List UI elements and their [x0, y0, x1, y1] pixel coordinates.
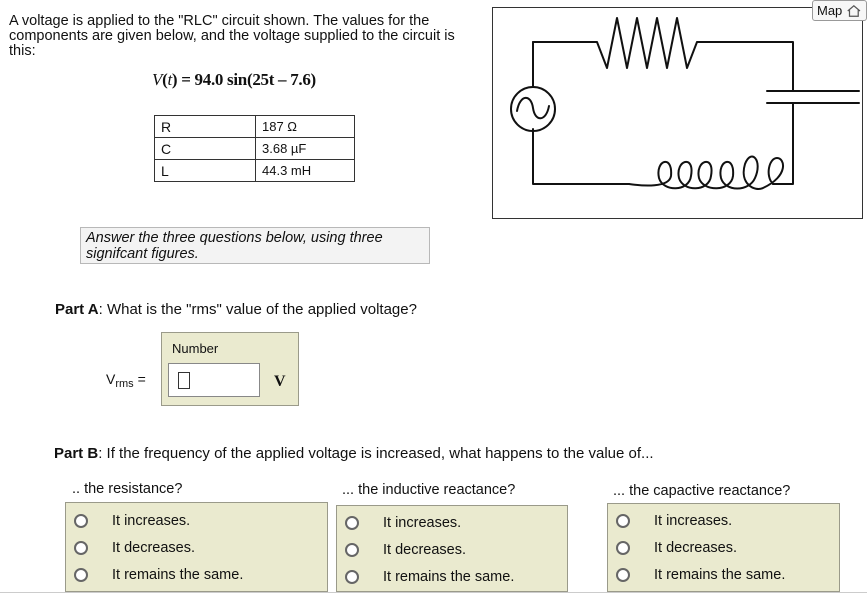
capacitive-reactance-prompt: ... the capactive reactance?	[613, 483, 791, 499]
capacitive-option-same[interactable]	[616, 567, 785, 583]
option-label: It decreases.	[654, 540, 738, 556]
instructions-note: Answer the three questions below, using three signifcant figures.	[80, 227, 430, 264]
vrms-var: V	[106, 371, 116, 387]
number-answer-box	[161, 332, 299, 406]
unit-label: V	[274, 373, 286, 390]
option-label: It remains the same.	[383, 569, 515, 585]
formula-arg: t	[167, 70, 172, 89]
capacitive-reactance-options	[607, 503, 840, 592]
radio-button[interactable]	[74, 568, 88, 582]
option-label: It decreases.	[112, 540, 196, 556]
resistance-option-same[interactable]	[74, 567, 243, 583]
circuit-svg	[493, 8, 862, 218]
option-label: It increases.	[383, 515, 462, 531]
capacitive-option-increases[interactable]	[616, 513, 732, 529]
vrms-input[interactable]	[168, 363, 260, 397]
component-value: 187 Ω	[256, 116, 355, 138]
resistor-symbol	[533, 18, 793, 91]
vrms-subscript: rms	[115, 378, 134, 390]
inductive-reactance-prompt: ... the inductive reactance?	[342, 482, 516, 498]
component-symbol: C	[155, 138, 256, 160]
capacitive-option-decreases[interactable]	[616, 540, 737, 556]
resistance-option-increases[interactable]	[74, 513, 190, 529]
radio-button[interactable]	[616, 568, 630, 582]
radio-button[interactable]	[345, 543, 359, 557]
option-label: It increases.	[654, 513, 733, 529]
option-label: It remains the same.	[654, 567, 786, 583]
resistance-prompt: .. the resistance?	[72, 481, 183, 497]
option-label: It increases.	[112, 513, 191, 529]
part-a-question	[55, 301, 417, 318]
component-table	[154, 115, 355, 182]
inductor-symbol	[629, 157, 783, 189]
vrms-equals: =	[137, 371, 146, 387]
formula-rhs: = 94.0 sin	[181, 70, 247, 89]
part-a-label: Part A	[55, 301, 99, 318]
table-row	[155, 138, 355, 160]
radio-button[interactable]	[616, 541, 630, 555]
number-label: Number	[172, 341, 219, 356]
problem-intro: A voltage is applied to the "RLC" circuit shown. The values for the components are given below, and the voltage supplied to the circuit is this:	[9, 13, 455, 59]
component-symbol: R	[155, 116, 256, 138]
part-b-text: : If the frequency of the applied voltage is increased, what happens to the value of...	[98, 445, 654, 462]
option-label: It remains the same.	[112, 567, 244, 583]
resistance-options	[65, 502, 328, 592]
component-value: 44.3 mH	[256, 160, 355, 182]
text-cursor	[178, 372, 190, 389]
vrms-label	[106, 371, 146, 390]
radio-button[interactable]	[345, 570, 359, 584]
radio-button[interactable]	[616, 514, 630, 528]
option-label: It decreases.	[383, 542, 467, 558]
component-value: 3.68 µF	[256, 138, 355, 160]
table-row	[155, 160, 355, 182]
radio-button[interactable]	[74, 514, 88, 528]
map-icon	[846, 3, 862, 19]
inductive-option-same[interactable]	[345, 569, 514, 585]
bottom-divider	[0, 592, 867, 593]
inductive-option-increases[interactable]	[345, 515, 461, 531]
formula-lhs: V	[152, 70, 163, 89]
voltage-formula: V(t) = 94.0 sin(25t – 7.6)	[152, 70, 316, 89]
rlc-circuit-diagram	[492, 7, 863, 219]
part-b-label: Part B	[54, 445, 99, 462]
capacitor-symbol	[767, 91, 859, 103]
component-symbol: L	[155, 160, 256, 182]
inductive-reactance-options	[336, 505, 568, 592]
inductive-option-decreases[interactable]	[345, 542, 466, 558]
resistance-option-decreases[interactable]	[74, 540, 195, 556]
map-button-label: Map	[817, 3, 843, 18]
table-row	[155, 116, 355, 138]
radio-button[interactable]	[74, 541, 88, 555]
map-button[interactable]	[812, 0, 867, 21]
part-b-question	[54, 445, 654, 462]
part-a-text: : What is the "rms" value of the applied voltage?	[98, 301, 417, 318]
formula-inner: 25t – 7.6	[252, 70, 311, 89]
radio-button[interactable]	[345, 516, 359, 530]
